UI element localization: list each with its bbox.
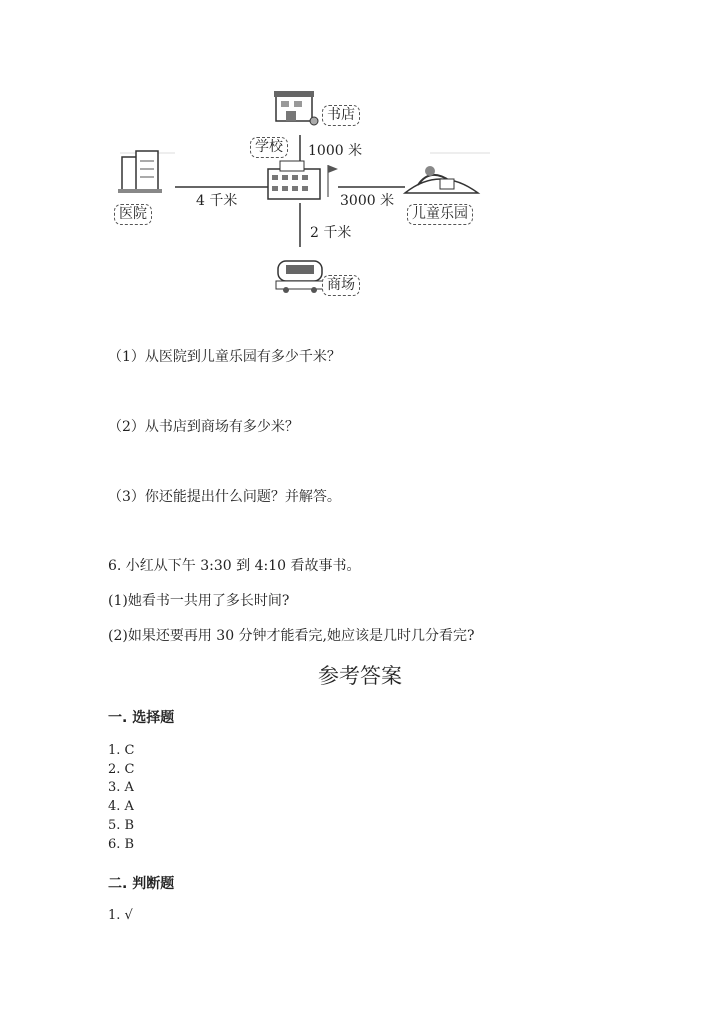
label-park: 儿童乐园 [407,204,473,225]
answer-item: 1. √ [108,908,133,923]
distance-school-mall: 2 千米 [310,225,352,241]
map-diagram [100,85,500,300]
map-lines [100,85,500,300]
mall-icon [276,261,324,293]
distance-hospital-school: 4 千米 [196,193,238,209]
bookstore-icon [274,91,318,125]
park-icon [405,166,478,193]
problem-6-part-1: (1)她看书一共用了多长时间? [108,593,290,609]
distance-school-bookstore: 1000 米 [308,143,363,159]
label-mall: 商场 [322,275,360,296]
problem-6-part-2: (2)如果还要再用 30 分钟才能看完,她应该是几时几分看完? [108,628,475,644]
school-icon [268,161,338,199]
answer-item: 1. C [108,743,135,758]
section-judge-heading: 二. 判断题 [108,876,175,892]
distance-school-park: 3000 米 [340,193,395,209]
answer-item: 6. B [108,837,135,852]
label-bookstore: 书店 [322,105,360,126]
answer-item: 5. B [108,818,135,833]
answers-title: 参考答案 [318,664,402,688]
hospital-icon [118,151,162,193]
answer-item: 4. A [108,799,134,814]
question-1: （1）从医院到儿童乐园有多少千米？ [108,349,341,365]
problem-6-stem: 6. 小红从下午 3:30 到 4:10 看故事书。 [108,558,361,574]
question-3: （3）你还能提出什么问题？并解答。 [108,489,341,505]
question-2: （2）从书店到商场有多少米？ [108,419,299,435]
label-hospital: 医院 [114,204,152,225]
section-choice-heading: 一. 选择题 [108,710,175,726]
answer-item: 2. C [108,762,135,777]
answer-item: 3. A [108,780,134,795]
label-school: 学校 [250,137,288,158]
